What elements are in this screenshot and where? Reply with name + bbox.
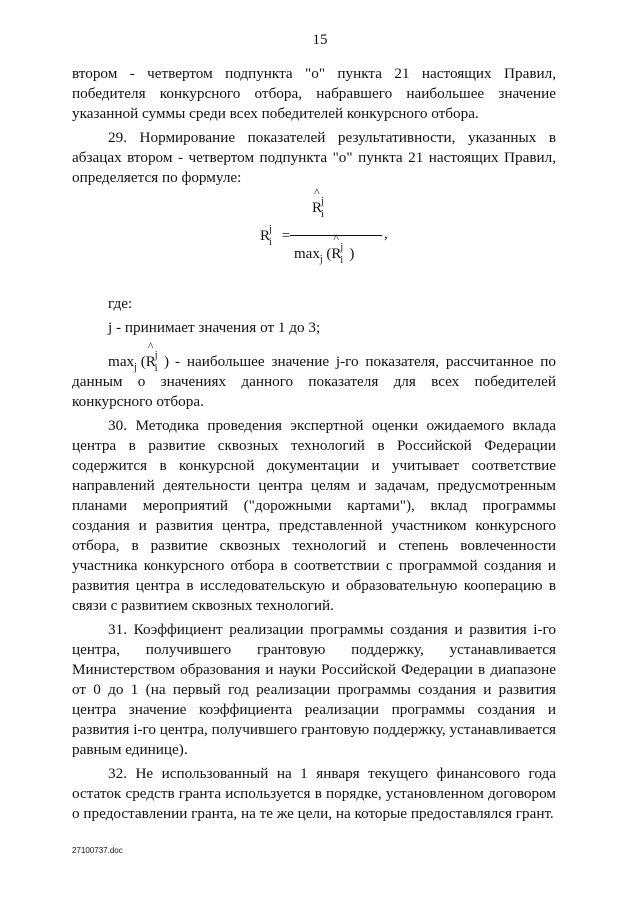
paragraph-32: 32. Не использованный на 1 января текущего финансового года остаток средств гранта используется в порядке, установленном договором о предоставлении гранта, на те же цели, на которые предоставлялся грант. bbox=[72, 765, 556, 822]
j-definition: j - принимает значения от 1 до 3; bbox=[108, 319, 321, 336]
document-file-code: 27100737.doc bbox=[72, 846, 123, 855]
paragraph-31: 31. Коэффициент реализации программы создания и развития i-го центра, получившего грантовую поддержку, устанавливается Министерством образования и науки Российской Федерации в диапазоне от 0 до 1 (на первый год реализации программы создания и развития центра значение коэффициента реализации программы создания и развития i-го центра, получившего грантовую поддержку, устанавливается равным единице). bbox=[72, 621, 556, 758]
paragraph-30: 30. Методика проведения экспертной оценки ожидаемого вклада центра в развитие сквозных технологий в Российской Федерации содержится в конкурсной документации и учитывает соответствие направлений деятельности центра целям и задачам, предусмотренным планами мероприятий ("дорожными картами"), вклад программы создания и развития центра, представленной участником конкурсного отбора, в развитие сквозных технологий и степень вовлеченности участника конкурсного отбора в соответствии с программой создания и развития центра в исследовательскую и образовательную кооперацию в связи с развитием сквозных технологий. bbox=[72, 417, 556, 614]
page-number: 15 bbox=[312, 32, 328, 48]
normalization-formula: R j i = ^ R j i , $\max_j$ ( ^ R j i ) bbox=[260, 185, 388, 266]
where-label: где: bbox=[108, 295, 133, 312]
max-expression: $\max_j$ ( ^ R j i ) bbox=[108, 339, 169, 374]
formula-numerator: ^ R j i bbox=[312, 185, 324, 220]
document-body bbox=[72, 64, 556, 824]
max-definition: $\max_j$ ( ^ R j i )- наибольшее значение j-го показателя, рассчитанное по данным о значениях данного показателя для всех победителей конкурсного отбора. bbox=[72, 339, 556, 410]
formula-lhs: R j i = bbox=[260, 224, 291, 248]
paragraph-29: 29. Нормирование показателей результативности, указанных в абзацах втором - четвертом подпункта "о" пункта 21 настоящих Правил, определяется по формуле: bbox=[72, 129, 556, 186]
paragraph-continuation: втором - четвертом подпункта "о" пункта 21 настоящих Правил, победителя конкурсного отбора, набравшего наибольшее значение указанной суммы среди всех победителей конкурсного отбора. bbox=[72, 65, 556, 122]
formula-denominator: $\max_j$ ( ^ R j i ) bbox=[294, 231, 355, 266]
